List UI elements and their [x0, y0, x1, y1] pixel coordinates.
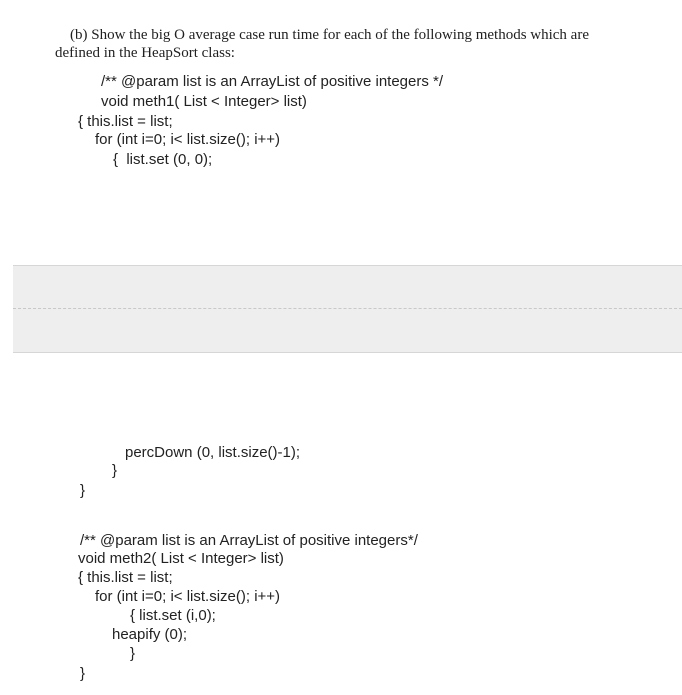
meth2-inner-close-brace: }	[130, 645, 136, 662]
meth1-inner-close-brace: }	[112, 462, 118, 479]
meth2-javadoc-comment: /** @param list is an ArrayList of positive integers*/	[80, 532, 418, 549]
meth2-loop-body: { list.set (i,0);	[130, 607, 216, 624]
meth2-signature: void meth2( List < Integer> list)	[78, 550, 284, 567]
meth1-javadoc-comment: /** @param list is an ArrayList of positive integers */	[101, 73, 444, 90]
meth1-for-loop: for (int i=0; i< list.size(); i++)	[95, 131, 281, 148]
question-line-1: (b) Show the big O average case run time for each of the following methods which are	[70, 27, 589, 43]
meth2-heapify-call: heapify (0);	[112, 626, 188, 643]
question-line-2: defined in the HeapSort class:	[55, 45, 235, 61]
page-break-dashed-line	[13, 308, 682, 309]
meth2-for-loop: for (int i=0; i< list.size(); i++)	[95, 588, 281, 605]
meth1-assign-line: { this.list = list;	[78, 113, 173, 130]
page-break-divider	[13, 265, 682, 353]
meth1-signature: void meth1( List < Integer> list)	[101, 93, 307, 110]
meth1-outer-close-brace: }	[80, 482, 86, 499]
meth2-outer-close-brace: }	[80, 665, 86, 682]
meth1-loop-body: { list.set (0, 0);	[113, 151, 213, 168]
meth1-percdown-call: percDown (0, list.size()-1);	[125, 444, 301, 461]
meth2-assign-line: { this.list = list;	[78, 569, 173, 586]
